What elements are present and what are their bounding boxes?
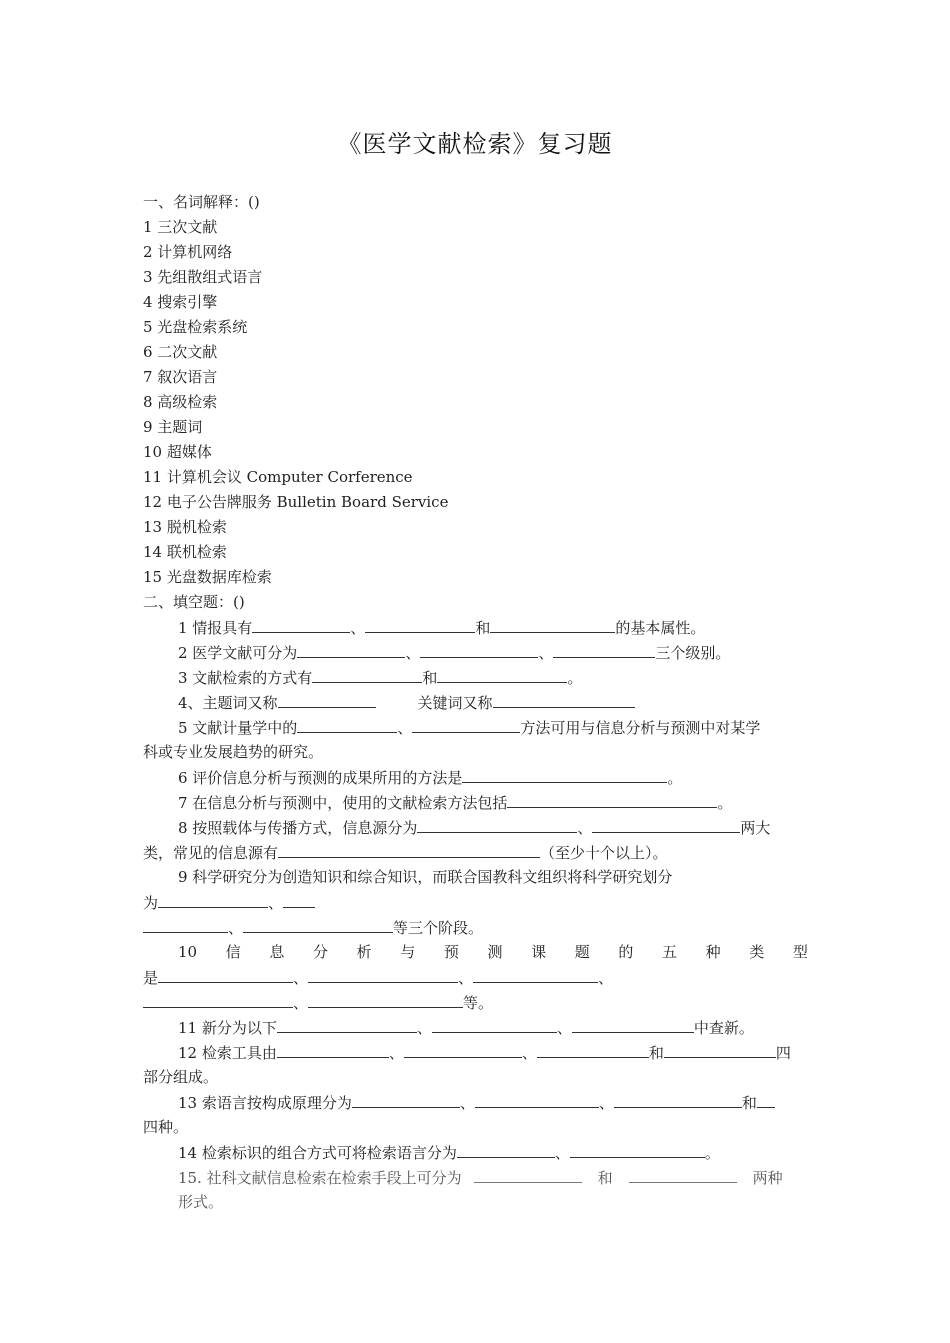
answer-blank[interactable] [572,1017,694,1033]
answer-blank[interactable] [312,667,422,683]
term-item: 9 主题词 [143,418,203,436]
answer-blank[interactable] [243,917,393,933]
answer-blank[interactable] [252,617,350,633]
question-3: 3 文献检索的方式有 和 。 [178,669,583,687]
question-9-continued: 为 、 [143,892,808,913]
answer-blank[interactable] [365,617,475,633]
answer-blank[interactable] [308,967,458,983]
term-item: 7 叙次语言 [143,368,218,386]
term-item: 1 三次文献 [143,218,218,236]
answer-blank[interactable] [278,842,540,858]
answer-blank[interactable] [158,967,293,983]
answer-blank[interactable] [297,717,397,733]
answer-blank[interactable] [664,1042,776,1058]
answer-blank[interactable] [404,1042,522,1058]
question-1: 1 情报具有 、 和 的基本属性。 [178,619,706,637]
answer-blank[interactable] [629,1167,737,1183]
question-6: 6 评价信息分析与预测的成果所用的方法是 。 [178,769,683,787]
term-item: 12 电子公告牌服务 Bulletin Board Service [143,493,449,511]
question-13-continued: 四种。 [143,1118,189,1136]
question-10: 10 信 息 分 析 与 预 测 课 题 的 五 种 类 型 [178,943,808,961]
answer-blank[interactable] [297,642,405,658]
answer-blank[interactable] [352,1092,460,1108]
question-5: 5 文献计量学中的 、 方法可用与信息分析与预测中对某学 [178,719,761,737]
answer-blank[interactable] [570,1142,705,1158]
question-8: 8 按照载体与传播方式，信息源分为 、 两大 [178,819,771,837]
question-12: 12 检索工具由 、 、 和 四 [178,1044,791,1062]
question-10-continued: 、 等。 [143,992,808,1013]
term-item: 14 联机检索 [143,543,227,561]
answer-blank[interactable] [277,1042,389,1058]
term-item: 2 计算机网络 [143,243,233,261]
answer-blank[interactable] [553,642,655,658]
document-title: 《医学文献检索》复习题 [337,130,613,158]
answer-blank[interactable] [507,792,717,808]
question-2: 2 医学文献可分为 、 、 三个级别。 [178,644,731,662]
answer-blank[interactable] [592,817,740,833]
answer-blank[interactable] [143,992,293,1008]
answer-blank[interactable] [308,992,463,1008]
question-14: 14 检索标识的组合方式可将检索语言分为 、 。 [178,1144,720,1162]
question-15-continued: 形式。 [178,1193,224,1211]
answer-blank[interactable] [283,892,315,908]
answer-blank[interactable] [614,1092,742,1108]
answer-blank[interactable] [457,1142,555,1158]
answer-blank[interactable] [437,667,567,683]
term-item: 6 二次文献 [143,343,218,361]
term-item: 4 搜索引擎 [143,293,218,311]
answer-blank[interactable] [278,692,376,708]
term-item: 15 光盘数据库检索 [143,568,272,586]
answer-blank[interactable] [493,692,635,708]
question-8-continued: 类，常见的信息源有 （至少十个以上）。 [143,844,668,862]
answer-blank[interactable] [757,1092,775,1108]
answer-blank[interactable] [277,1017,417,1033]
answer-blank[interactable] [158,892,268,908]
question-9: 9 科学研究分为创造知识和综合知识，而联合国教科文组织将科学研究划分 [178,868,673,886]
question-10-continued: 是 、 、 、 [143,969,614,987]
answer-blank[interactable] [490,617,615,633]
question-11: 11 新分为以下 、 、 中查新。 [178,1019,754,1037]
answer-blank[interactable] [462,767,667,783]
answer-blank[interactable] [474,1167,582,1183]
question-9-continued: 、 等三个阶段。 [143,917,808,938]
question-5-continued: 科或专业发展趋势的研究。 [143,743,324,761]
answer-blank[interactable] [143,917,228,933]
term-item: 11 计算机会议 Computer Corference [143,468,413,486]
term-item: 5 光盘检索系统 [143,318,248,336]
question-12-continued: 部分组成。 [143,1068,219,1086]
term-item: 13 脱机检索 [143,518,227,536]
answer-blank[interactable] [420,642,538,658]
answer-blank[interactable] [432,1017,557,1033]
answer-blank[interactable] [417,817,577,833]
term-item: 3 先组散组式语言 [143,268,263,286]
question-7: 7 在信息分析与预测中，使用的文献检索方法包括 。 [178,794,733,812]
question-15: 15. 社科文献信息检索在检索手段上可分为 和 两种 [178,1169,783,1187]
answer-blank[interactable] [475,1092,599,1108]
term-item: 8 高级检索 [143,393,218,411]
question-4: 4、主题词又称 关键词又称 [178,692,808,713]
answer-blank[interactable] [473,967,598,983]
section-heading-fill-blanks: 二、填空题：() [143,593,245,611]
term-item: 10 超媒体 [143,443,212,461]
answer-blank[interactable] [412,717,520,733]
section-heading-definitions: 一、名词解释：() [143,193,260,211]
answer-blank[interactable] [537,1042,649,1058]
question-13: 13 索语言按构成原理分为 、 、 和 [178,1092,808,1113]
